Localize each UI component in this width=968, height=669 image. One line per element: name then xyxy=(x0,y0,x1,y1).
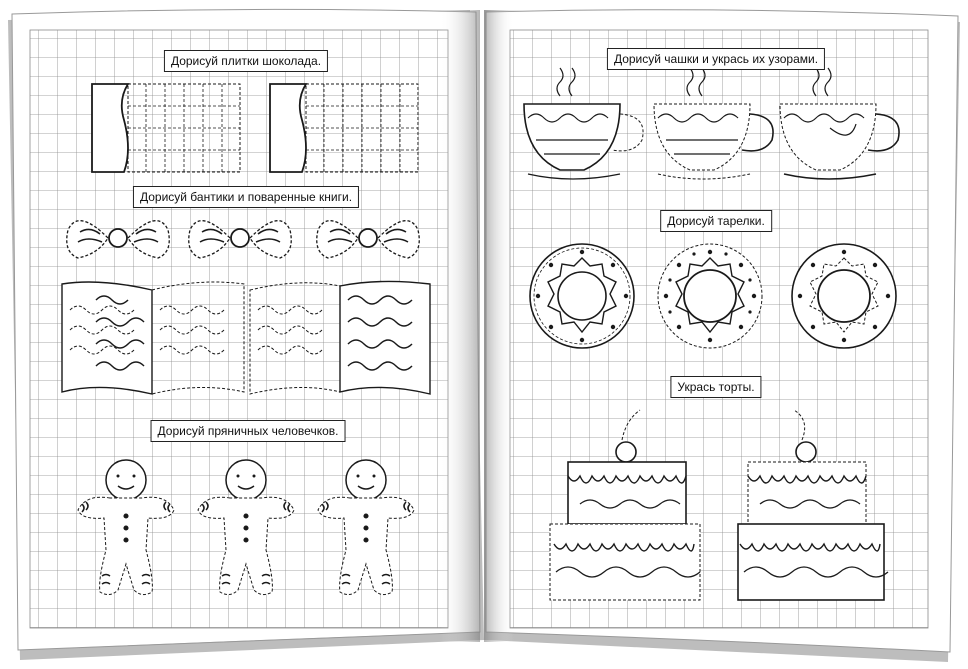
instruction-cakes: Укрась торты. xyxy=(670,376,761,398)
spine-shade-left xyxy=(440,10,480,642)
instruction-cups: Дорисуй чашки и укрась их узорами. xyxy=(607,48,825,70)
spine-shade-right xyxy=(484,10,514,642)
instruction-bows-books: Дорисуй бантики и поваренные книги. xyxy=(133,186,359,208)
instruction-chocolate: Дорисуй плитки шоколада. xyxy=(164,50,328,72)
instruction-gingerbread: Дорисуй пряничных человечков. xyxy=(151,420,346,442)
plates xyxy=(530,244,896,348)
instruction-plates: Дорисуй тарелки. xyxy=(660,210,772,232)
